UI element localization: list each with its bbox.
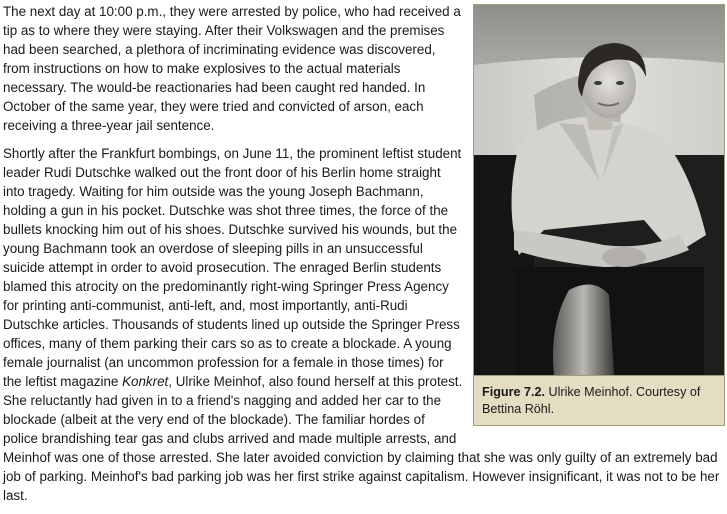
figure-label: Figure 7.2. [482, 385, 545, 399]
paragraph-dutschke-text-1: Shortly after the Frankfurt bombings, on June 11, the prominent leftist student leader Rudi Dutschke walked out the front door of his Berlin home straight into tragedy. Waiting for him outside was the young Joseph Bachmann, holding a gun in his pocket. Dutschke was shot three times, the force of the bullets knocking him out of his shoes. Dutschke survived his wounds, but the young Bachmann took an overdose of sleeping pills in an unsuccessful suicide attempt in order to avoid prosecution. The enraged Berlin students blamed this atrocity on the predominantly right-wing Springer Press Agency for printing anti-communist, anti-left, and, most importantly, anti-Rudi Dutschke articles. Thousands of students lined up outside the Springer Press offices, many of them parking their cars so as to create a blockade. A young female journalist (an uncommon profession for a female in those times) for the leftist magazine [3, 146, 462, 389]
paragraph-dutschke-text-2: , Ulrike Meinhof, also found herself at this protest. She reluctantly had given in to a friend's nagging and added her car to the blockade (albeit at the very end of the blockade). The familiar hordes of police brandishing tear gas and clubs arrived and made multiple arrests, and Meinhof was one of those arrested. She later avoided conviction by claiming that she was only guilty of an extremely bad job of parking. Meinhof's bad parking job was her first strike against capitalism. However insignificant, it was not to be her last. [3, 374, 720, 503]
document-page [3, 2, 725, 514]
figure-photo [474, 5, 724, 375]
magazine-title-konkret: Konkret [122, 374, 169, 389]
figure-caption [474, 375, 724, 425]
figure-caption-text: Ulrike Meinhof. Courtesy of Bettina Röhl. [482, 385, 701, 416]
paragraph-arrest: The next day at 10:00 p.m., they were arrested by police, who had received a tip as to where they were staying. After their Volkswagen and the premises had been searched, a plethora of incriminating evidence was discovered, from instructions on how to make explosives to the actual materials necessary. The would-be reactionaries had been caught red handed. In October of the same year, they were tried and convicted of arson, each receiving a three-year jail sentence. [3, 4, 461, 133]
portrait-photo-image [474, 5, 724, 375]
figure-7-2 [473, 4, 725, 426]
